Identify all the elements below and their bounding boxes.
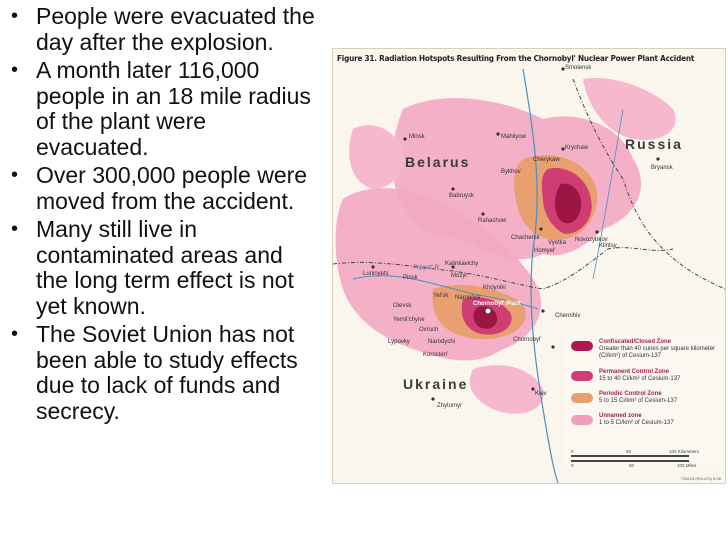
legend-swatch [571,393,593,403]
country-label-russia: Russia [625,136,683,152]
bullet-item [8,322,318,424]
map-legend [565,333,721,469]
city-dot-icon [451,187,454,190]
plant-marker-icon [485,308,491,314]
place-label: Olevsk [393,303,412,309]
place-label: Kalinkavichy [445,261,479,267]
place-label: Babruysk [449,193,475,199]
place-label: Chornobyl' [513,337,542,343]
country-label-belarus: Belarus [405,154,471,170]
bullet-item [8,163,318,214]
city-dot-icon [595,230,598,233]
city-dot-icon [551,345,554,348]
city-dot-icon [656,157,659,160]
scale-tick: 50 [626,449,632,454]
place-label: Lypovky [388,339,410,345]
bullet-dot: • [11,59,19,81]
legend-heading: Unnamed zone [599,413,642,419]
legend-heading: Permanent Control Zone [599,369,670,375]
map-scale-bar [571,449,717,468]
scale-tick: 100 Kilometers [669,449,700,454]
place-label: Cherykaw [533,157,560,163]
place-label: Kiev [535,391,547,397]
bullet-item [8,217,318,319]
place-label: Narowlya [455,295,481,301]
city-dot-icon [481,212,484,215]
bullet-list [8,4,318,427]
place-label: Korosten' [423,352,449,358]
place-label: Ovruch [419,327,439,333]
bullet-item [8,4,318,55]
bullet-dot: • [11,323,19,345]
legend-text [599,391,721,405]
place-label: Chernihiv [555,313,581,319]
bullet-dot: • [11,164,19,186]
legend-text [599,369,721,383]
city-dot-icon [541,309,544,312]
place-label: Krychaw [565,145,589,151]
bullet-text: Over 300,000 people were moved from the accident. [36,162,308,214]
place-label: Yemil'chyne [393,317,425,323]
place-label: Bykhov [501,169,521,175]
place-label: Bryansk [651,165,673,171]
city-dot-icon [403,137,406,140]
legend-text [599,413,721,427]
radiation-map-figure [332,48,726,484]
place-label: Luninyets [363,271,389,277]
bullet-dot: • [11,5,19,27]
place-label: Pinsk [403,275,418,281]
legend-swatch [571,341,593,351]
place-label: Novozybkov [575,237,608,243]
scale-tick: 100 Miles [677,463,697,468]
legend-desc: 5 to 15 Ci/km² of Cesium-137 [599,398,678,404]
scale-tick: 0 [571,463,574,468]
legend-swatch [571,371,593,381]
figure-title: Figure 31. Radiation Hotspots Resulting From the Chornobyl' Nuclear Power Plant Accident [337,53,695,63]
place-label: Narodychi [428,339,456,345]
legend-heading: Periodic Control Zone [599,391,662,397]
place-label: Yel'sk [433,293,449,299]
place-label: Zhytomyr [437,403,463,409]
legend-desc: 1 to 5 Ci/km² of Cesium-137 [599,420,674,426]
place-label: Vyetka [548,240,567,246]
river-label: Pripyat' R. [413,265,441,271]
bullet-text: People were evacuated the day after the explosion. [36,3,315,55]
scale-tick: 0 [571,449,574,454]
place-label: Mozyr [451,273,468,279]
scale-tick: 50 [629,463,635,468]
place-label: Khoyniki [483,285,506,291]
country-label-ukraine: Ukraine [403,376,469,392]
city-dot-icon [371,265,374,268]
place-label: Smolensk [565,65,592,71]
place-label: Klintsy [599,243,617,249]
city-dot-icon [496,132,499,135]
figure-credit: 730628 (R01423) 5-96 [680,476,721,481]
bullet-text: The Soviet Union has not been able to study effects due to lack of funds and secrecy. [36,321,298,424]
place-label: Rahachow [478,218,507,224]
bullet-text: A month later 116,000 people in an 18 mile radius of the plant were evacuated. [36,57,311,160]
city-dot-icon [431,397,434,400]
bullet-text: Many still live in contaminated areas and the long term effect is not yet known. [36,216,294,319]
legend-desc: 15 to 40 Ci/km² of Cesium-137 [599,376,681,382]
legend-heading: Confiscated/Closed Zone [599,339,672,345]
legend-desc: Greater than 40 curies per square kilometer (Ci/km²) of Cesium-137 [599,346,716,359]
place-label: Chachersk [511,235,540,241]
place-label: Mahilyow [501,134,527,140]
scale-bar-mi [571,460,689,462]
bullet-item [8,58,318,160]
legend-swatch [571,415,593,425]
legend-text [599,339,721,360]
place-label: Homyel' [534,248,556,254]
scale-bar-km [571,455,689,457]
city-dot-icon [539,227,542,230]
place-label: Minsk [409,134,425,140]
bullet-dot: • [11,218,19,240]
plant-label: Chornobyl' Plant [473,301,521,307]
